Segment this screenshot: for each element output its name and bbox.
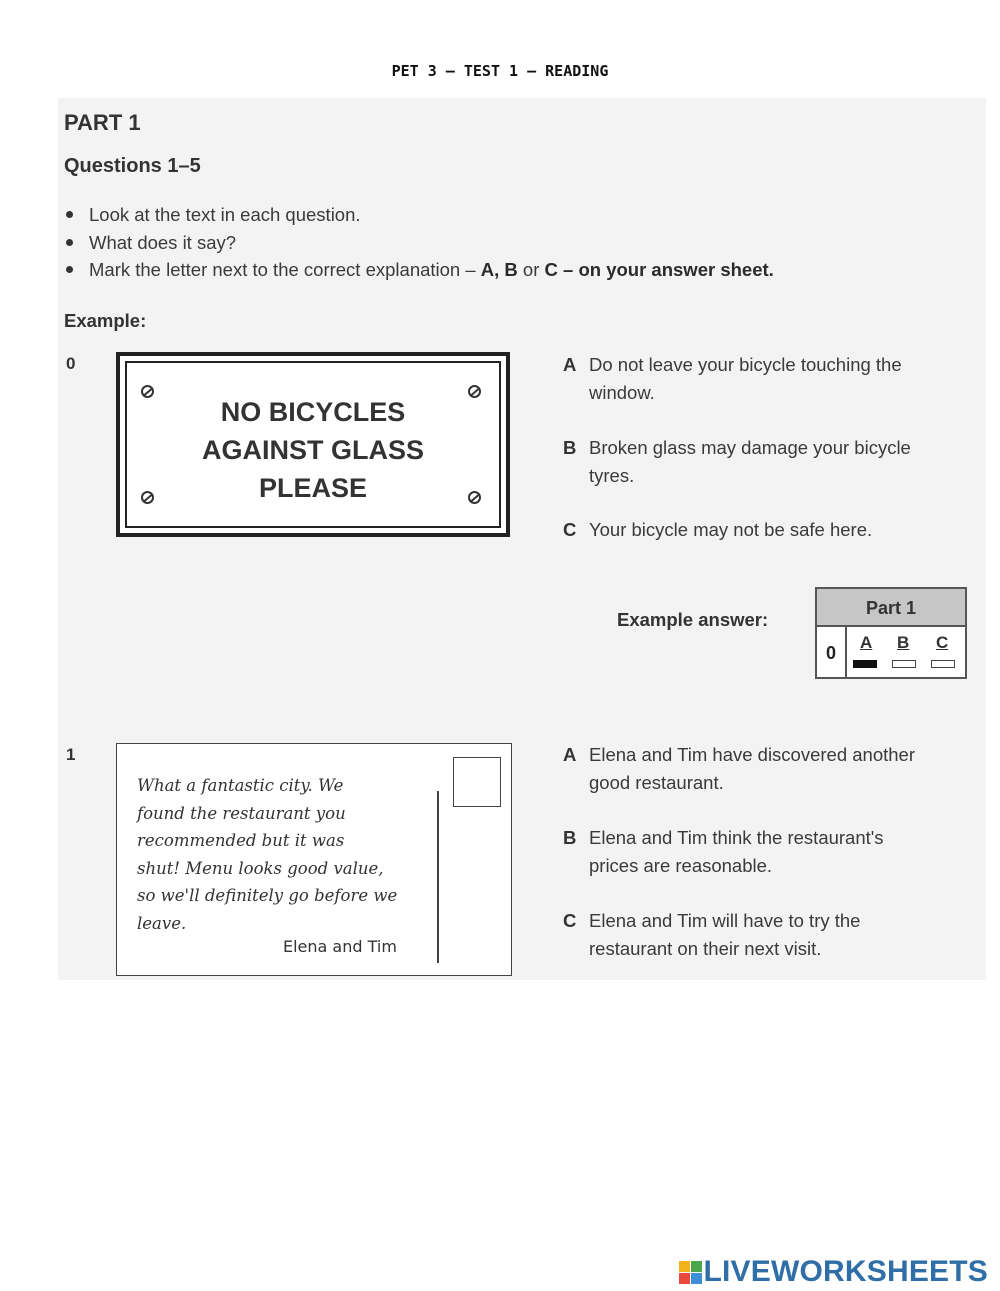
example-options (563, 351, 983, 544)
no-bicycles-sign (116, 352, 510, 537)
answer-letter-c: C (936, 633, 949, 652)
logo-square (679, 1261, 690, 1272)
instruction-item: Look at the text in each question. (64, 203, 774, 231)
option-c: C Your bicycle may not be safe here. (563, 519, 873, 540)
answer-letter-b: B (897, 633, 910, 652)
logo-square (691, 1261, 702, 1272)
postcard-message: What a fantastic city. We found the restaurant you recommended but it was shut! Menu looks good value, so we'll definitely go before we leave. (137, 776, 398, 933)
sign-inner-border (125, 361, 501, 528)
worksheet-title: PET 3 – TEST 1 – READING (391, 62, 609, 80)
stamp-box (453, 757, 501, 807)
answer-letter-a: A (860, 633, 873, 652)
question-number: 1 (66, 745, 76, 764)
part-title: PART 1 (64, 110, 141, 135)
answer-box-header: Part 1 (817, 589, 965, 627)
question1-options (563, 741, 983, 962)
option-c: C Elena and Tim will have to try the restaurant on their next visit. (563, 910, 861, 959)
postcard (116, 743, 512, 976)
liveworksheets-logo[interactable] (679, 1255, 989, 1289)
option-b: B Elena and Tim think the restaurant's prices are reasonable. (563, 827, 884, 876)
example-number: 0 (66, 354, 76, 373)
instruction-item: Mark the letter next to the correct explanation – A, B or C – on your answer sheet. (64, 258, 774, 286)
logo-square (691, 1273, 702, 1284)
questions-range: Questions 1–5 (64, 155, 201, 177)
answer-row-number: 0 (817, 627, 847, 677)
postcard-signature: Elena and Tim (283, 937, 397, 956)
option-a: A Do not leave your bicycle touching the window. (563, 354, 902, 403)
postcard-divider (437, 791, 439, 963)
answer-mark-b[interactable] (892, 660, 916, 668)
answer-mark-a-filled[interactable] (853, 660, 877, 668)
example-answer-label: Example answer: (617, 609, 769, 630)
option-b: B Broken glass may damage your bicycle tyres. (563, 437, 911, 486)
instruction-item: What does it say? (64, 231, 774, 259)
liveworksheets-icon (679, 1261, 702, 1284)
option-a: A Elena and Tim have discovered another good restaurant. (563, 744, 916, 793)
example-label: Example: (64, 310, 147, 331)
brand-name: LIVEWORKSHEETS (703, 1255, 988, 1288)
sign-text: NO BICYCLES AGAINST GLASS PLEASE (201, 397, 424, 503)
answer-mark-c[interactable] (931, 660, 955, 668)
answer-sheet-box (815, 587, 967, 679)
instructions-list (64, 203, 774, 286)
logo-square (679, 1273, 690, 1284)
